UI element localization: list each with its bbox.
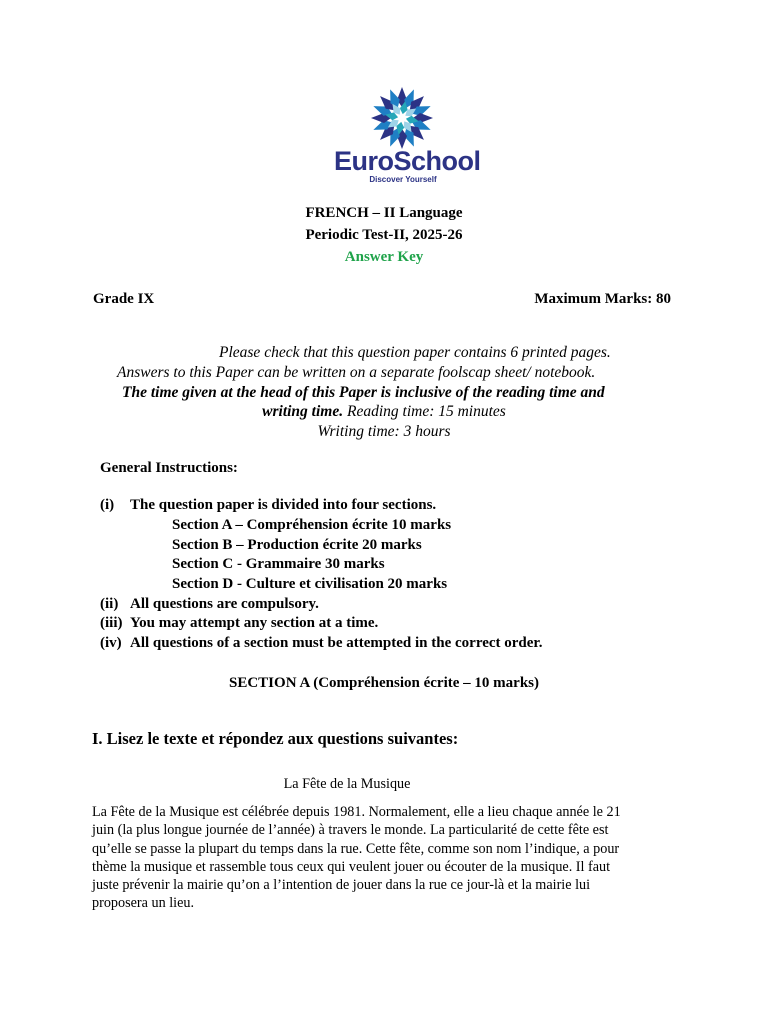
subject-title: FRENCH – II Language	[305, 205, 463, 221]
passage-title: La Fête de la Musique	[283, 776, 411, 792]
passage-text	[92, 803, 677, 913]
instruction-item-text: All questions of a section must be attempted in the correct order.	[130, 635, 543, 651]
logo-tagline: Discover Yourself	[369, 175, 437, 184]
question-heading: I. Lisez le texte et répondez aux questions suivantes:	[92, 729, 459, 748]
instruction-item-text: You may attempt any section at a time.	[130, 615, 379, 631]
instruction-writing-time: Writing time: 3 hours	[317, 423, 451, 440]
euroschool-logo-mark	[370, 86, 434, 150]
max-marks-label: Maximum Marks: 80	[534, 291, 671, 307]
section-list-item: Section B – Production écrite 20 marks	[172, 537, 422, 553]
instruction-item-text: The question paper is divided into four sections.	[130, 497, 437, 513]
writing-time-bold: writing time.	[262, 403, 344, 420]
general-instructions-title: General Instructions:	[100, 460, 238, 476]
section-list-item: Section C - Grammaire 30 marks	[172, 556, 385, 572]
passage-line: juin (la plus longue journée de l’année) à travers le monde. La particularité de cette fête est	[92, 822, 609, 839]
instruction-item-text: All questions are compulsory.	[130, 596, 319, 612]
section-list-item: Section A – Compréhension écrite 10 marks	[172, 517, 452, 533]
grade-label: Grade IX	[93, 291, 155, 307]
logo-center	[399, 115, 406, 122]
instruction-item-num: (ii)	[100, 596, 119, 612]
instruction-pages: Please check that this question paper contains 6 printed pages.	[219, 344, 611, 361]
instruction-item-num: (iv)	[100, 635, 122, 651]
section-a-heading: SECTION A (Compréhension écrite – 10 marks)	[229, 675, 539, 691]
passage-line: proposera un lieu.	[92, 895, 195, 912]
instruction-item-num: (iii)	[100, 615, 123, 631]
logo-wordmark: EuroSchool	[334, 146, 481, 176]
instruction-item-num: (i)	[100, 497, 115, 513]
passage-line: juste prévenir la mairie qu’on a l’intention de jouer dans la rue ce jour-là et la mairie lui	[92, 877, 591, 894]
instruction-answers: Answers to this Paper can be written on a separate foolscap sheet/ notebook.	[117, 364, 596, 381]
instruction-reading-time	[0, 403, 768, 421]
answer-key-label: Answer Key	[344, 249, 424, 265]
passage-line: La Fête de la Musique est célébrée depuis 1981. Normalement, elle a lieu chaque année le 21	[92, 804, 621, 820]
exam-title: Periodic Test-II, 2025-26	[305, 227, 463, 243]
passage-line: thème la musique et rassemble tous ceux qui veulent jouer ou écouter de la musique. Il faut	[92, 858, 611, 875]
instruction-time: The time given at the head of this Paper is inclusive of the reading time and	[122, 384, 605, 401]
section-list-item: Section D - Culture et civilisation 20 marks	[172, 576, 448, 592]
reading-time-text: Reading time: 15 minutes	[343, 403, 506, 420]
passage-line: qu’elle se passe la plupart du temps dans la rue. Cette fête, comme son nom l’indique, a pour	[92, 840, 620, 857]
